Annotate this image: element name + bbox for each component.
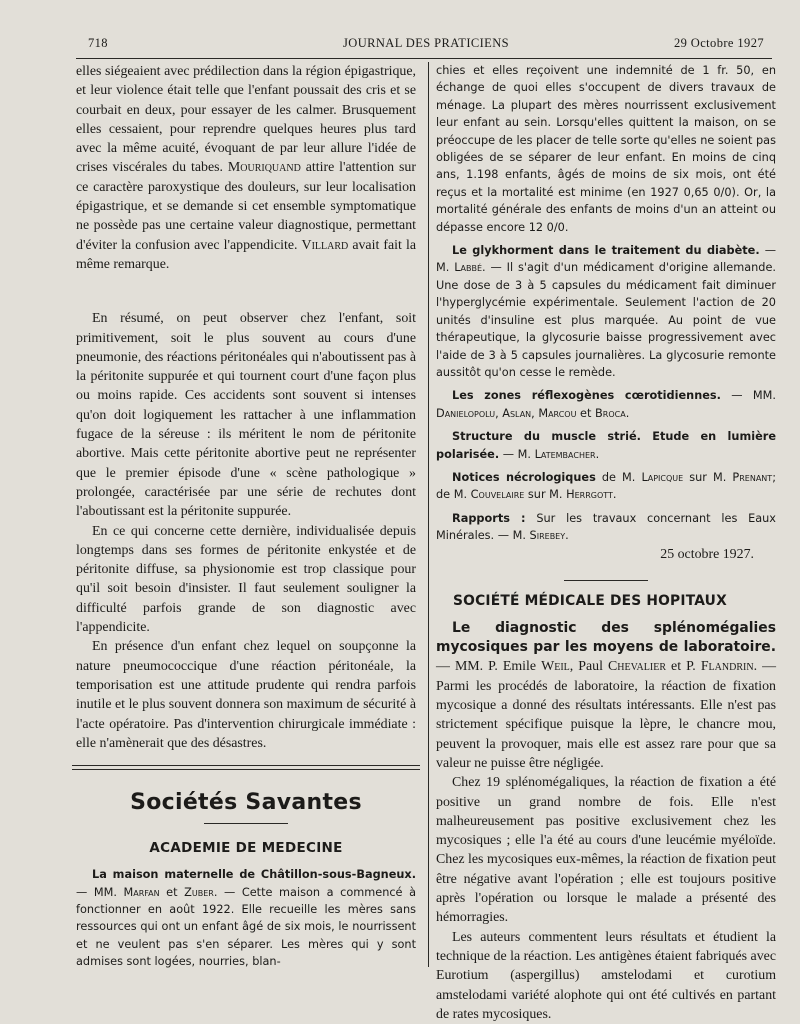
author-name: Lapicque	[641, 470, 684, 484]
item-title: Le glykhorment dans le traitement du diabète.	[452, 244, 760, 258]
paragraph-conclusion: En présence d'un enfant chez lequel on soupçonne la nature pneumococcique d'une réaction péritonéale, la temporisation est une attitude prudente qui rendra parfois inutile et le plus souvent donnera son maximum de sécurité à l'acte opératoire. Pas d'intervention chirurgicale immédiate : elle n'amènerait que des désastres.	[76, 639, 416, 751]
item-title: Les zones réflexogènes cœrotidiennes.	[452, 389, 721, 403]
journal-title: JOURNAL DES PRATICIENS	[343, 36, 509, 50]
item-splenomegalies: Le diagnostic des splénomégalies mycosiques par les moyens de laboratoire. — MM. P. Emile Weil, Paul Chevalier et P. Flandrin. — Parmi les procédés de laboratoire, la réaction de fixation mycosique a donné des résultats intéressants. Elle n'est pas strictement spécifique puisque la lèpre, le chancre mou, peuvent la provoquer, mais elle est assez rare pour que sa valeur ne puisse être négligée.	[436, 619, 776, 771]
left-column	[76, 62, 416, 971]
item-rapports: Rapports : Sur les travaux concernant les Eaux Minérales. — M. Sirebey.	[436, 511, 776, 543]
item-muscle: Structure du muscle strié. Etude en lumière polarisée. — M. Latembacher.	[436, 430, 776, 461]
section-title: Sociétés Savantes	[130, 790, 362, 816]
hopitaux-title: SOCIÉTÉ MÉDICALE DES HOPITAUX	[453, 592, 727, 609]
author-name: Villard	[301, 237, 349, 253]
author-name: Danielopolu, Aslan, Marcou	[436, 406, 577, 420]
item-notices: Notices nécrologiques de M. Lapicque sur M. Prenant; de M. Couvelaire sur M. Herrgott.	[436, 470, 776, 502]
author-name: Zuber	[184, 885, 214, 899]
author-name: Broca	[595, 406, 626, 420]
author-name: Marfan	[123, 885, 160, 899]
issue-date: 29 Octobre 1927	[673, 36, 764, 50]
author-name: Labbé	[454, 261, 483, 275]
author-name: Couvelaire	[470, 488, 525, 502]
author-name: Mouriquand	[227, 160, 301, 176]
item-title: Le diagnostic des splénomégalies mycosiques par les moyens de laboratoire.	[436, 619, 776, 656]
item-zones: Les zones réflexogènes cœrotidiennes. — MM. Danielopolu, Aslan, Marcou et Broca.	[436, 389, 776, 420]
right-column	[436, 62, 776, 1024]
paragraph-fixation: Chez 19 splénomégaliques, la réaction de fixation a été positive un grand nombre de fois. Elle n'est malheureusement pas positive exclusivement chez les mycosiques ; elle l'a été au cours d'une leucémie myéloïde. Chez les mycosiques eux-mêmes, la réaction de fixation peut être négative avant l'opération ; elle est toujours positive après l'opération ou lorsque le malade a présenté des hémorragies.	[436, 775, 776, 926]
header-rule	[76, 58, 772, 59]
item-title: Notices nécrologiques	[452, 470, 596, 484]
author-name: Weil	[541, 659, 570, 675]
column-divider	[428, 62, 429, 967]
author-name: Herrgott	[566, 488, 613, 502]
author-name: Sirebey	[529, 529, 566, 543]
item-title: La maison maternelle de Châtillon-sous-Bagneux.	[92, 868, 416, 882]
author-name: Latembacher	[534, 447, 596, 461]
page-number: 718	[88, 36, 108, 50]
author-name: Chevalier	[608, 659, 666, 675]
paragraph-continued-right: chies et elles reçoivent une indemnité de 1 fr. 50, en échange de quoi elles s'occupent de divers travaux de ménage. La plupart des mères nourrissent exclusivement leur enfant au sein. Lorsqu'elles quittent la maison, on se préoccupe de les placer de telle sorte qu'elles ne soient pas obligées de se séparer de leur enfant. En moins de cinq ans, 1.198 enfants, âgés de moins de six mois, ont été reçus et la mortalité est minime (en 1927 0,65 0/0). Or, la mortalité générale des enfants de moins d'un an atteint ou dépasse encore 12 0/0.	[436, 64, 776, 234]
author-name: Flandrin	[700, 659, 754, 675]
item-title: Rapports :	[452, 511, 526, 525]
item-glykhorment: Le glykhorment dans le traitement du diabète. — M. Labbé. — Il s'agit d'un médicament d'origine allemande. Une dose de 3 à 5 capsules du médicament fait diminuer l'hyperglycémie expérimentale. Seulement l'action de 20 unités d'insuline est plus marquée. Au point de vue thérapeutique, la glycosurie baisse progressivement avec l'aide de 3 à 5 capsules journalières. La glycosurie remonte aussitôt qu'on cesse le remède.	[436, 244, 776, 379]
paragraph-peritonitis: En ce qui concerne cette dernière, individualisée depuis longtemps dans ses formes de péritonite enkystée et de péritonite diffuse, sa physionomie est trop classique pour qu'il soit besoin d'insister. Il faut seulement souligner la difficulté parfois grande de son diagnostic avec l'appendicite.	[76, 523, 416, 636]
meeting-date: 25 octobre 1927.	[660, 546, 754, 562]
item-title: Structure du muscle strié. Etude en lumière polarisée.	[436, 430, 776, 461]
paragraph-summary: En résumé, on peut observer chez l'enfant, soit primitivement, soit le plus souvent au cours d'une pneumonie, des réactions péritonéales qui n'aboutissent pas à la péritonite suppurée et qui tournent court d'une façon plus ou moins rapide. Ces accidents sont souvent si intenses qu'on doit logiquement les rattacher à une inflammation fugace de la séreuse : ils méritent le nom de péritonite abortive. Mais cette péritonite abortive peut ne représenter que le premier épisode d'une « scène pathologique » prolongée, caractérisée par une série de rechutes dont l'aboutissant est la péritonite suppurée.	[76, 311, 416, 520]
page-header	[88, 36, 764, 58]
author-name: Prenant	[732, 470, 773, 484]
academy-title: ACADEMIE DE MEDECINE	[149, 840, 343, 857]
paragraph-continued: elles siégeaient avec prédilection dans la région épigastrique, et leur violence était telle que l'enfant poussait des cris et se courbait en deux, pour essayer de les calmer. Brusquement elles cessaient, pour reprendre quelques heures plus tard avec la même acuité, évoquant de par leur allure l'idée de crises viscérales du tabes. Mouriquand attire l'attention sur ce caractère paroxystique des douleurs, sur leur localisation épigastrique, et se demande si cet ensemble symptomatique ne possède pas une certaine valeur diagnostique, permettant d'éviter la confusion avec l'appendicite. Villard avait fait la même remarque.	[76, 64, 416, 272]
item-maison-maternelle: La maison maternelle de Châtillon-sous-Bagneux. — MM. Marfan et Zuber. — Cette maison a commencé à fonctionner en août 1922. Elle recueille les mères sans ressources qui ont un enfant âgé de six mois, le nourrissent et ne veulent pas s'en séparer. Les mères qui y sont admises sont logées, nourries, blan-	[76, 868, 416, 969]
paragraph-technique: Les auteurs commentent leurs résultats et étudient la technique de la réaction. Les antigènes étaient fabriqués avec Eurotium (aspergillus) amstelodami et curotium amstelodami variété alophote qui ont été cultivés en partant de rates mycosiques.	[436, 929, 776, 1022]
